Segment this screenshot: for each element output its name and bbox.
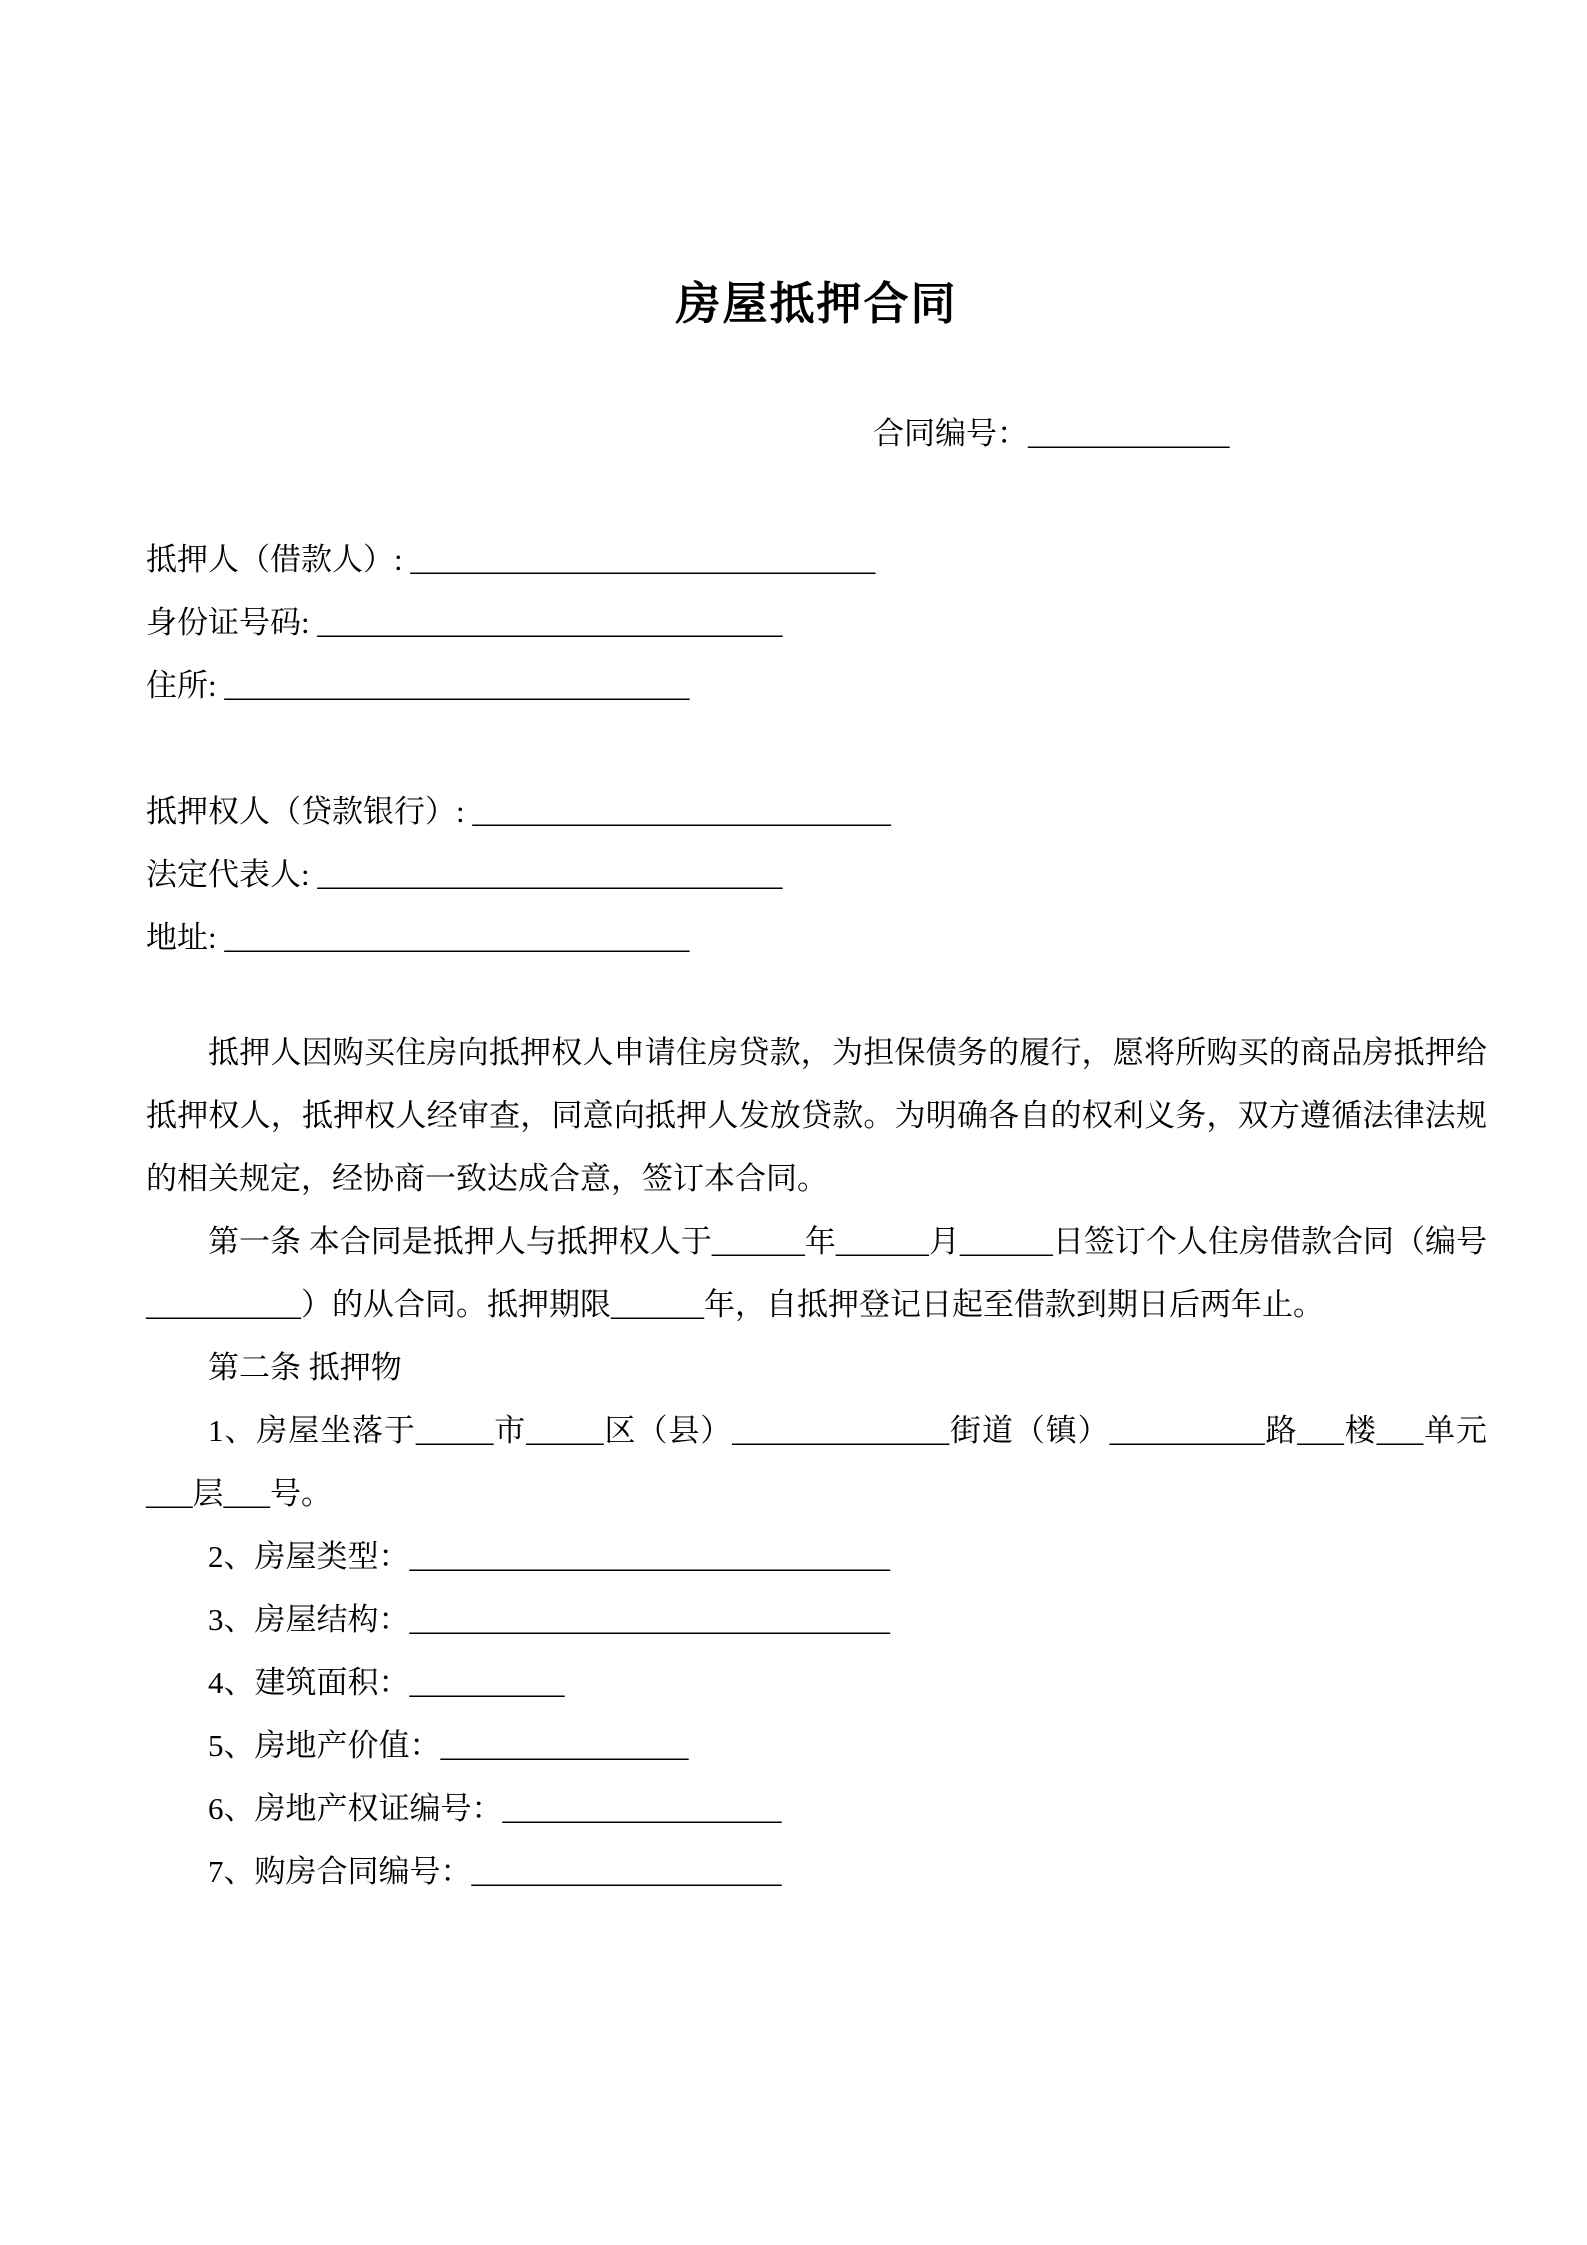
contract-number-line xyxy=(146,402,1487,465)
mortgagee-bank-blank: ___________________________ xyxy=(472,794,891,829)
mortgagee-representative-label: 法定代表人: xyxy=(146,857,318,892)
mortgagor-residence-label: 住所: xyxy=(146,668,225,703)
mortgagor-id-blank: ______________________________ xyxy=(317,605,783,640)
collateral-location-paragraph: 1、房屋坐落于_____市_____区（县）______________街道（镇）__________路___楼___单元___层___号。 xyxy=(146,1413,1487,1511)
collateral-item-purchase-contract-no-blank: ____________________ xyxy=(471,1854,782,1889)
collateral-item-certificate-no xyxy=(146,1777,1487,1840)
collateral-item-area xyxy=(146,1651,1487,1714)
mortgagor-id-label: 身份证号码: xyxy=(146,605,318,640)
article-1-paragraph: 第一条 本合同是抵押人与抵押权人于______年______月______日签订个人住房借款合同（编号__________）的从合同。抵押期限______年，自抵押登记日起至借款到期日后两年止。 xyxy=(146,1224,1487,1322)
mortgagor-name-row xyxy=(146,528,1487,591)
collateral-item-value-blank: ________________ xyxy=(440,1728,689,1763)
collateral-item-certificate-no-blank: __________________ xyxy=(502,1791,782,1826)
mortgagee-bank-label: 抵押权人（贷款银行）: xyxy=(146,794,473,829)
collateral-item-structure-label: 3、房屋结构： xyxy=(208,1602,410,1637)
mortgagee-representative-blank: ______________________________ xyxy=(317,857,783,892)
mortgagee-address-row xyxy=(146,906,1487,969)
collateral-item-type-label: 2、房屋类型： xyxy=(208,1539,410,1574)
collateral-item-area-blank: __________ xyxy=(409,1665,565,1700)
mortgagor-residence-row xyxy=(146,654,1487,717)
collateral-item-type-blank: _______________________________ xyxy=(409,1539,890,1574)
collateral-item-structure-blank: _______________________________ xyxy=(409,1602,890,1637)
mortgagor-name-label: 抵押人（借款人）: xyxy=(146,542,411,577)
mortgagee-representative-row xyxy=(146,843,1487,906)
collateral-item-purchase-contract-no-label: 7、购房合同编号： xyxy=(208,1854,472,1889)
contract-number-blank: _____________ xyxy=(1028,416,1230,451)
mortgagor-residence-blank: ______________________________ xyxy=(224,668,690,703)
mortgagor-id-row xyxy=(146,591,1487,654)
contract-body xyxy=(146,1021,1487,1903)
preamble-paragraph: 抵押人因购买住房向抵押权人申请住房贷款，为担保债务的履行，愿将所购买的商品房抵押给抵押权人，抵押权人经审查，同意向抵押人发放贷款。为明确各自的权利义务，双方遵循法律法规的相关规定，经协商一致达成合意，签订本合同。 xyxy=(146,1035,1487,1196)
collateral-item-structure xyxy=(146,1588,1487,1651)
article-2-heading: 第二条 抵押物 xyxy=(208,1350,402,1385)
contract-number-label: 合同编号： xyxy=(873,416,1028,451)
collateral-item-value-label: 5、房地产价值： xyxy=(208,1728,441,1763)
collateral-item-type xyxy=(146,1525,1487,1588)
collateral-item-certificate-no-label: 6、房地产权证编号： xyxy=(208,1791,503,1826)
mortgagee-address-label: 地址: xyxy=(146,920,225,955)
mortgagor-name-blank: ______________________________ xyxy=(410,542,876,577)
collateral-item-area-label: 4、建筑面积： xyxy=(208,1665,410,1700)
collateral-item-value xyxy=(146,1714,1487,1777)
mortgagee-bank-row xyxy=(146,780,1487,843)
mortgagor-section xyxy=(146,528,1487,717)
mortgagee-section xyxy=(146,780,1487,969)
mortgagee-address-blank: ______________________________ xyxy=(224,920,690,955)
collateral-item-purchase-contract-no xyxy=(146,1840,1487,1903)
document-title: 房屋抵押合同 xyxy=(675,279,958,329)
